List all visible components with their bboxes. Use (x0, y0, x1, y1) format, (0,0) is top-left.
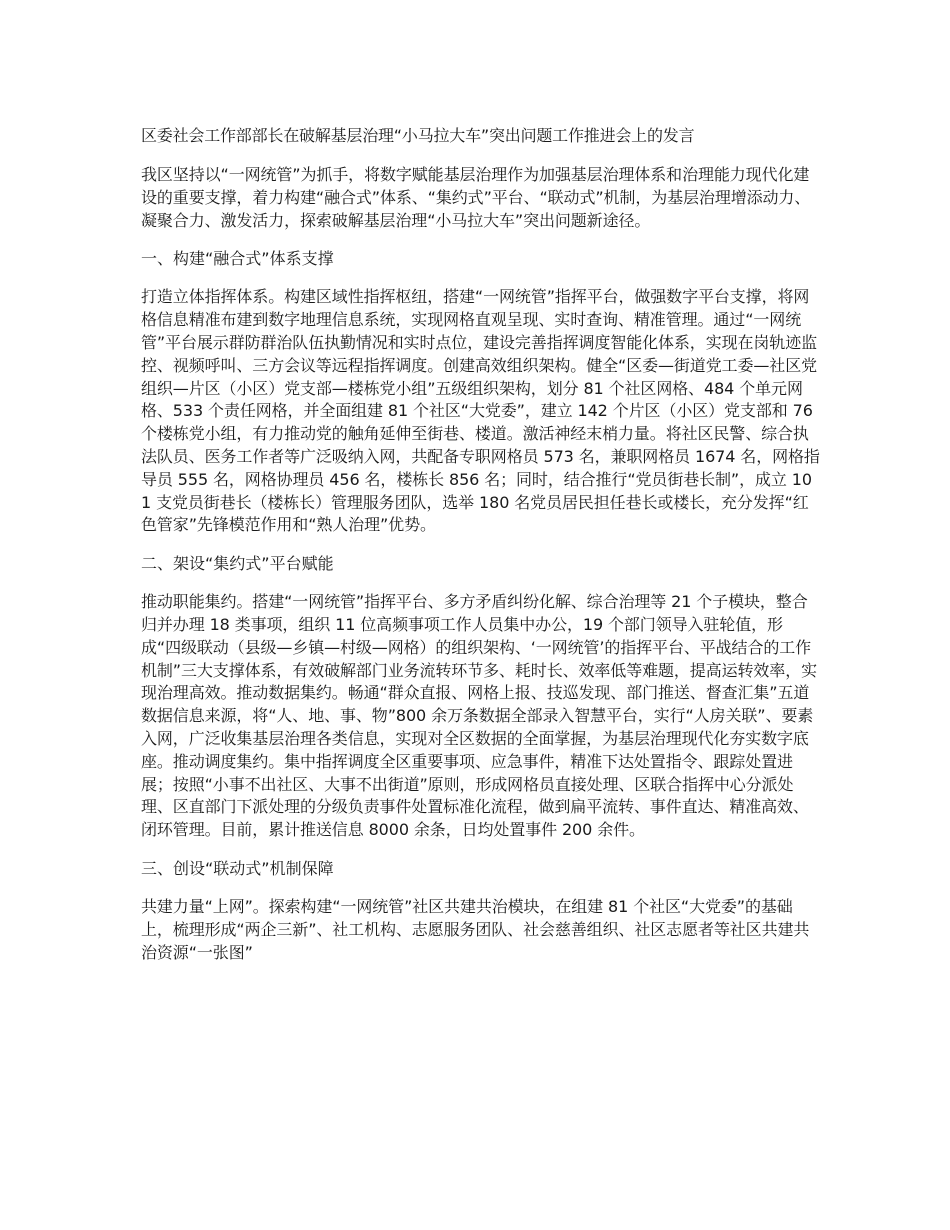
section-body-2: 推动职能集约。搭建“一网统管”指挥平台、多方矛盾纠纷化解、综合治理等 21 个子模块，整合归并办理 18 类事项，组织 11 位高频事项工作人员集中办公，19 个部门领导入驻轮值，形成“四级联动（县级—乡镇—村级—网格）的组织架构、‘一网统管’的指挥平台、平战结合的工作机制”三大支撑体系，有效破解部门业务流转环节多、耗时长、效率低等难题，提高运转效率，实现治理高效。推动数据集约。畅通“群众直报、网格上报、技巡发现、部门推送、督查汇集”五道数据信息来源，将“人、地、事、物”800 余万条数据全部录入智慧平台，实行“人房关联”、要素入网，广泛收集基层治理各类信息，实现对全区数据的全面掌握，为基层治理现代化夯实数字底座。推动调度集约。集中指挥调度全区重要事项、应急事件，精准下达处置指令、跟踪处置进展；按照“小事不出社区、大事不出街道”原则，形成网格员直接处理、区联合指挥中心分派处理、区直部门下派处理的分级负责事件处置标准化流程，做到扁平流转、事件直达、精准高效、闭环管理。目前，累计推送信息 8000 余条，日均处置事件 200 余件。 (141, 592, 817, 840)
section-body-3: 共建力量“上网”。探索构建“一网统管”社区共建共治模块，在组建 81 个社区“大党委”的基础上，梳理形成“两企三新”、社工机构、志愿服务团队、社会慈善组织、社区志愿者等社区共建共治资源“一张图” (141, 896, 810, 962)
section-heading-2: 二、架设“集约式”平台赋能 (141, 554, 334, 574)
intro-paragraph: 我区坚持以“一网统管”为抓手，将数字赋能基层治理作为加强基层治理体系和治理能力现代化建设的重要支撑，着力构建“融合式”体系、“集约式”平台、“联动式”机制，为基层治理增添动力、凝聚合力、激发活力，探索破解基层治理“小马拉大车”突出问题新途径。 (141, 165, 811, 230)
document-title: 区委社会工作部部长在破解基层治理“小马拉大车”突出问题工作推进会上的发言 (141, 126, 695, 145)
section-body-1: 打造立体指挥体系。构建区域性指挥枢纽，搭建“一网统管”指挥平台，做强数字平台支撑，将网格信息精准布建到数字地理信息系统，实现网格直观呈现、实时查询、精准管理。通过“一网统管”平台展示群防群治队伍执勤情况和实时点位，建设完善指挥调度智能化体系，实现在岗轨迹监控、视频呼叫、三方会议等远程指挥调度。创建高效组织架构。健全“区委—街道党工委—社区党组织—片区（小区）党支部—楼栋党小组”五级组织架构，划分 81 个社区网格、484 个单元网格、533 个责任网格，并全面组建 81 个社区“大党委”，建立 142 个片区（小区）党支部和 76 个楼栋党小组，有力推动党的触角延伸至街巷、楼道。激活神经末梢力量。将社区民警、综合执法队员、医务工作者等广泛吸纳入网，共配备专职网格员 573 名，兼职网格员 1674 名，网格指导员 555 名，网格协理员 456 名，楼栋长 856 名；同时，结合推行“党员街巷长制”，成立 101 支党员街巷长（楼栋长）管理服务团队，选举 180 名党员居民担任巷长或楼长，充分发挥“红色管家”先锋模范作用和“熟人治理”优势。 (141, 287, 820, 535)
section-heading-1: 一、构建“融合式”体系支撑 (141, 249, 334, 269)
section-heading-3: 三、创设“联动式”机制保障 (141, 858, 334, 878)
document-page (141, 124, 821, 980)
